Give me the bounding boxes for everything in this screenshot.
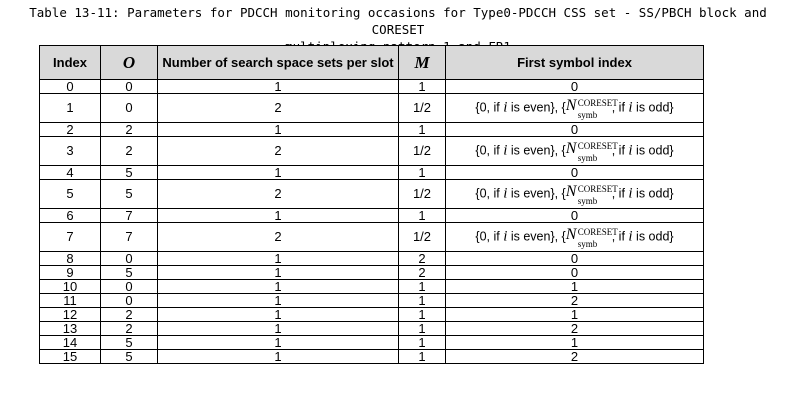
table-row — [40, 252, 704, 266]
cell-o: 0 — [101, 280, 158, 294]
cell-search-space-sets: 2 — [158, 180, 399, 209]
table-row — [40, 266, 704, 280]
cell-search-space-sets: 1 — [158, 280, 399, 294]
cell-first-symbol-index: 1 — [446, 308, 704, 322]
cell-o: 2 — [101, 137, 158, 166]
cell-index: 2 — [40, 123, 101, 137]
formula-text: is even}, { — [507, 143, 566, 158]
formula-superscript: CORESET — [577, 141, 618, 151]
formula-i: i — [628, 99, 633, 116]
cell-o: 5 — [101, 350, 158, 364]
cell-index: 7 — [40, 223, 101, 252]
header-o: O — [101, 46, 158, 80]
cell-o: 7 — [101, 209, 158, 223]
cell-search-space-sets: 2 — [158, 94, 399, 123]
cell-first-symbol-index: 1 — [446, 280, 704, 294]
cell-first-symbol-index — [446, 137, 704, 166]
table-body — [40, 80, 704, 364]
cell-o: 0 — [101, 294, 158, 308]
table-row — [40, 322, 704, 336]
parameters-table — [39, 45, 704, 364]
formula-text: {0, if — [475, 100, 504, 115]
table-row — [40, 280, 704, 294]
cell-o: 2 — [101, 123, 158, 137]
header-first-symbol-index: First symbol index — [446, 46, 704, 80]
n-symb-coreset-symbol — [565, 97, 618, 120]
cell-search-space-sets: 1 — [158, 166, 399, 180]
caption-line-1: Table 13-11: Parameters for PDCCH monitoring occasions for Type0-PDCCH CSS set - SS/PBCH block and CORESET — [29, 5, 767, 37]
formula-text: {0, if — [475, 229, 504, 244]
formula-i: i — [503, 228, 508, 245]
cell-index: 8 — [40, 252, 101, 266]
formula-subscript: symb — [577, 110, 598, 120]
formula-n: N — [565, 97, 577, 114]
cell-search-space-sets: 1 — [158, 209, 399, 223]
formula-text: is odd} — [632, 186, 674, 201]
n-symb-coreset-symbol — [565, 183, 618, 206]
cell-m: 1 — [399, 166, 446, 180]
header-search-space-sets: Number of search space sets per slot — [158, 46, 399, 80]
formula-text: {0, if — [475, 143, 504, 158]
table-row — [40, 166, 704, 180]
cell-m: 1 — [399, 80, 446, 94]
cell-m: 1/2 — [399, 94, 446, 123]
table-row — [40, 350, 704, 364]
formula-text: , if — [611, 186, 629, 201]
cell-first-symbol-index: 0 — [446, 80, 704, 94]
cell-m: 1/2 — [399, 137, 446, 166]
formula-text: is odd} — [632, 100, 674, 115]
cell-o: 5 — [101, 180, 158, 209]
header-index: Index — [40, 46, 101, 80]
formula-text: is odd} — [632, 229, 674, 244]
cell-m: 1 — [399, 280, 446, 294]
cell-first-symbol-index: 0 — [446, 266, 704, 280]
cell-o: 5 — [101, 266, 158, 280]
cell-index: 4 — [40, 166, 101, 180]
formula-text: is even}, { — [507, 186, 566, 201]
formula-i: i — [503, 185, 508, 202]
formula-i: i — [503, 99, 508, 116]
cell-search-space-sets: 2 — [158, 223, 399, 252]
formula-superscript: CORESET — [577, 227, 618, 237]
header-row — [40, 46, 704, 80]
table-row — [40, 80, 704, 94]
cell-index: 15 — [40, 350, 101, 364]
table-row — [40, 209, 704, 223]
table-row — [40, 180, 704, 209]
cell-o: 7 — [101, 223, 158, 252]
cell-m: 1 — [399, 350, 446, 364]
cell-o: 0 — [101, 80, 158, 94]
cell-search-space-sets: 1 — [158, 80, 399, 94]
cell-index: 0 — [40, 80, 101, 94]
cell-search-space-sets: 1 — [158, 266, 399, 280]
cell-index: 14 — [40, 336, 101, 350]
formula-superscript: CORESET — [577, 184, 618, 194]
table-row — [40, 123, 704, 137]
cell-index: 6 — [40, 209, 101, 223]
cell-index: 5 — [40, 180, 101, 209]
cell-first-symbol-index: 1 — [446, 336, 704, 350]
cell-first-symbol-index: 2 — [446, 322, 704, 336]
formula-subscript: symb — [577, 196, 598, 206]
formula-i: i — [503, 142, 508, 159]
cell-o: 5 — [101, 166, 158, 180]
cell-o: 2 — [101, 308, 158, 322]
cell-index: 12 — [40, 308, 101, 322]
cell-first-symbol-index — [446, 223, 704, 252]
cell-m: 1 — [399, 123, 446, 137]
cell-m: 1/2 — [399, 180, 446, 209]
formula-text: , if — [611, 143, 629, 158]
cell-first-symbol-index: 0 — [446, 252, 704, 266]
cell-m: 1 — [399, 209, 446, 223]
cell-first-symbol-index: 0 — [446, 209, 704, 223]
table-row — [40, 137, 704, 166]
formula-superscript: CORESET — [577, 98, 618, 108]
cell-index: 1 — [40, 94, 101, 123]
cell-search-space-sets: 1 — [158, 252, 399, 266]
cell-m: 2 — [399, 252, 446, 266]
formula-i: i — [628, 142, 633, 159]
formula-text: , if — [611, 100, 629, 115]
formula-i: i — [628, 228, 633, 245]
formula-text: {0, if — [475, 186, 504, 201]
cell-first-symbol-index: 0 — [446, 166, 704, 180]
cell-search-space-sets: 1 — [158, 336, 399, 350]
cell-m: 1 — [399, 308, 446, 322]
cell-first-symbol-index: 0 — [446, 123, 704, 137]
n-symb-coreset-symbol — [565, 226, 618, 249]
cell-first-symbol-index: 2 — [446, 294, 704, 308]
cell-m: 1 — [399, 336, 446, 350]
n-symb-coreset-symbol — [565, 140, 618, 163]
formula-text: , if — [611, 229, 629, 244]
cell-first-symbol-index — [446, 94, 704, 123]
cell-index: 9 — [40, 266, 101, 280]
formula-text: is even}, { — [507, 229, 566, 244]
table-row — [40, 294, 704, 308]
cell-m: 1 — [399, 322, 446, 336]
cell-m: 2 — [399, 266, 446, 280]
cell-search-space-sets: 1 — [158, 350, 399, 364]
cell-first-symbol-index — [446, 180, 704, 209]
formula-text: is odd} — [632, 143, 674, 158]
table-row — [40, 94, 704, 123]
formula-n: N — [565, 226, 577, 243]
header-m: M — [399, 46, 446, 80]
cell-o: 0 — [101, 94, 158, 123]
cell-m: 1 — [399, 294, 446, 308]
cell-first-symbol-index: 2 — [446, 350, 704, 364]
cell-index: 3 — [40, 137, 101, 166]
formula-subscript: symb — [577, 239, 598, 249]
cell-search-space-sets: 1 — [158, 308, 399, 322]
cell-search-space-sets: 2 — [158, 137, 399, 166]
cell-o: 2 — [101, 322, 158, 336]
formula-n: N — [565, 183, 577, 200]
table-row — [40, 336, 704, 350]
cell-m: 1/2 — [399, 223, 446, 252]
cell-index: 13 — [40, 322, 101, 336]
cell-o: 0 — [101, 252, 158, 266]
table-row — [40, 223, 704, 252]
cell-search-space-sets: 1 — [158, 294, 399, 308]
formula-subscript: symb — [577, 153, 598, 163]
cell-index: 10 — [40, 280, 101, 294]
cell-o: 5 — [101, 336, 158, 350]
formula-text: is even}, { — [507, 100, 566, 115]
formula-i: i — [628, 185, 633, 202]
cell-index: 11 — [40, 294, 101, 308]
cell-search-space-sets: 1 — [158, 123, 399, 137]
cell-search-space-sets: 1 — [158, 322, 399, 336]
table-row — [40, 308, 704, 322]
formula-n: N — [565, 140, 577, 157]
